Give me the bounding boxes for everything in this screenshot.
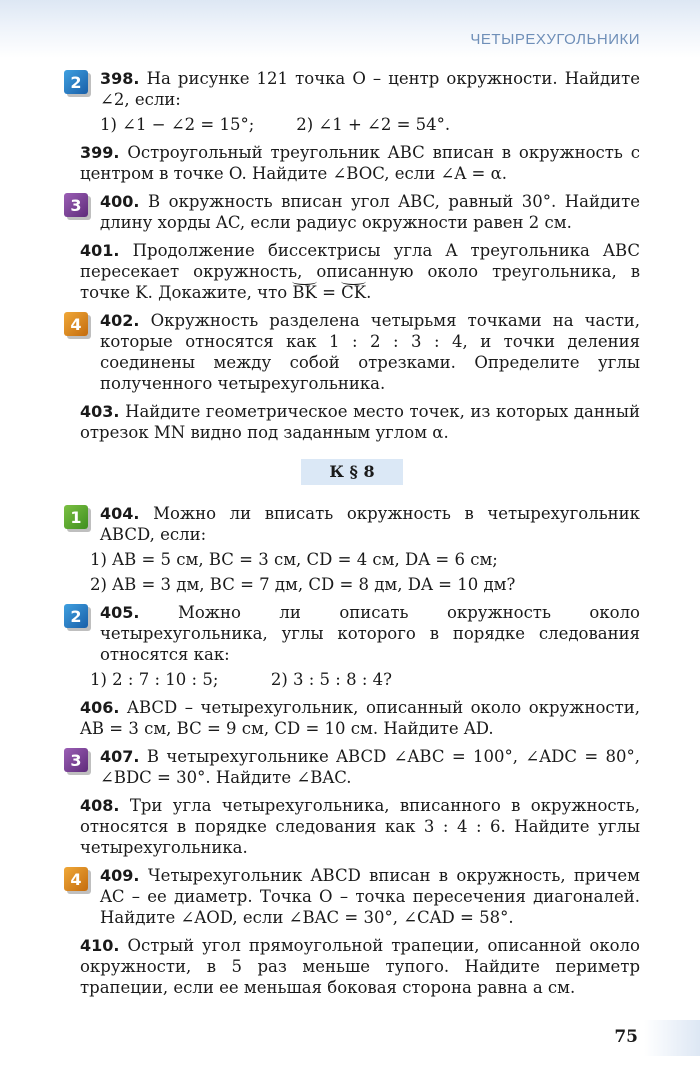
- problem-400: [0, 191, 700, 233]
- problem-number: 410.: [80, 936, 120, 955]
- problem-409: [0, 865, 700, 928]
- problem-subitem-1: 1) AB = 5 см, BC = 3 см, CD = 4 см, DA = 6 см;: [90, 550, 498, 569]
- problem-number: 398.: [100, 69, 140, 88]
- problem-404: [0, 503, 700, 595]
- problem-text: Продолжение биссектрисы угла A треугольника ABC пересекает окружность, описанную около треугольника, в точке K. Докажите, что: [80, 241, 640, 302]
- arc-bk: BK: [292, 283, 317, 302]
- problem-number: 408.: [80, 796, 120, 815]
- level-badge-icon: 2: [64, 604, 88, 628]
- problem-subitem-2: 2) AB = 3 дм, BC = 7 дм, CD = 8 дм, DA = 10 дм?: [90, 575, 516, 594]
- problem-subitems: 1) 2 : 7 : 10 : 5; 2) 3 : 5 : 8 : 4?: [90, 670, 392, 689]
- period: .: [366, 283, 372, 302]
- problem-text: На рисунке 121 точка O – центр окружности. Найдите ∠2, если:: [100, 69, 641, 109]
- problem-403: [0, 401, 700, 443]
- problem-number: 404.: [100, 504, 140, 523]
- equals-sign: =: [316, 283, 342, 302]
- problem-407: [0, 746, 700, 788]
- problem-number: 400.: [100, 192, 140, 211]
- problem-text: Найдите геометрическое место точек, из которых данный отрезок MN видно под заданным углом α.: [80, 402, 641, 442]
- problem-text: Остроугольный треугольник ABC вписан в окружность с центром в точке O. Найдите ∠BOC, если ∠A = α.: [80, 143, 640, 183]
- problem-402: [0, 310, 700, 394]
- problem-401: [0, 240, 700, 303]
- level-badge-icon: 4: [64, 312, 88, 336]
- problem-text: Острый угол прямоугольной трапеции, описанной около окружности, в 5 раз меньше тупого. Найдите периметр трапеции, если ее меньшая боковая сторона равна a см.: [80, 936, 640, 997]
- problem-number: 399.: [80, 143, 120, 162]
- problem-398: [0, 68, 700, 135]
- problem-406: [0, 697, 700, 739]
- problem-405: [0, 602, 700, 690]
- level-badge-icon: 3: [64, 193, 88, 217]
- problem-number: 405.: [100, 603, 140, 622]
- arc-ck: CK: [341, 283, 367, 302]
- problem-text: В четырехугольнике ABCD ∠ABC = 100°, ∠ADC = 80°, ∠BDC = 30°. Найдите ∠BAC.: [100, 747, 640, 787]
- problem-text: Четырехугольник ABCD вписан в окружность, причем AC – ее диаметр. Точка O – точка пересечения диагоналей. Найдите ∠AOD, если ∠BAC = 30°, ∠CAD = 58°.: [100, 866, 640, 927]
- problem-subitems: 1) ∠1 − ∠2 = 15°; 2) ∠1 + ∠2 = 54°.: [100, 115, 451, 134]
- problem-number: 409.: [100, 866, 140, 885]
- problem-text: Окружность разделена четырьмя точками на части, которые относятся как 1 : 2 : 3 : 4, и точки деления соединены между собой отрезками. Определите углы полученного четырехугольника.: [100, 311, 640, 393]
- page-content: [0, 68, 700, 1005]
- footer-band: [644, 1020, 700, 1056]
- level-badge-icon: 2: [64, 70, 88, 94]
- problem-number: 402.: [100, 311, 140, 330]
- problem-text: ABCD – четырехугольник, описанный около окружности, AB = 3 см, BC = 9 см, CD = 10 см. Найдите AD.: [80, 698, 640, 738]
- chapter-title: ЧЕТЫРЕХУГОЛЬНИКИ: [470, 31, 640, 48]
- problem-text: В окружность вписан угол ABC, равный 30°. Найдите длину хорды AC, если радиус окружности равен 2 см.: [100, 192, 640, 232]
- header-band: [0, 0, 700, 58]
- problem-399: [0, 142, 700, 184]
- problem-408: [0, 795, 700, 858]
- level-badge-icon: 4: [64, 867, 88, 891]
- problem-text: Можно ли описать окружность около четырехугольника, углы которого в порядке следования относятся как:: [100, 603, 640, 664]
- problem-text: Можно ли вписать окружность в четырехугольник ABCD, если:: [100, 504, 640, 544]
- problem-410: [0, 935, 700, 998]
- problem-number: 407.: [100, 747, 140, 766]
- problem-number: 403.: [80, 402, 120, 421]
- problem-text: Три угла четырехугольника, вписанного в окружность, относятся в порядке следования как 3 : 4 : 6. Найдите углы четырехугольника.: [80, 796, 640, 857]
- problem-number: 401.: [80, 241, 120, 260]
- section-heading: К § 8: [301, 459, 403, 485]
- page-number: 75: [614, 1027, 638, 1047]
- level-badge-icon: 3: [64, 748, 88, 772]
- problem-number: 406.: [80, 698, 120, 717]
- level-badge-icon: 1: [64, 505, 88, 529]
